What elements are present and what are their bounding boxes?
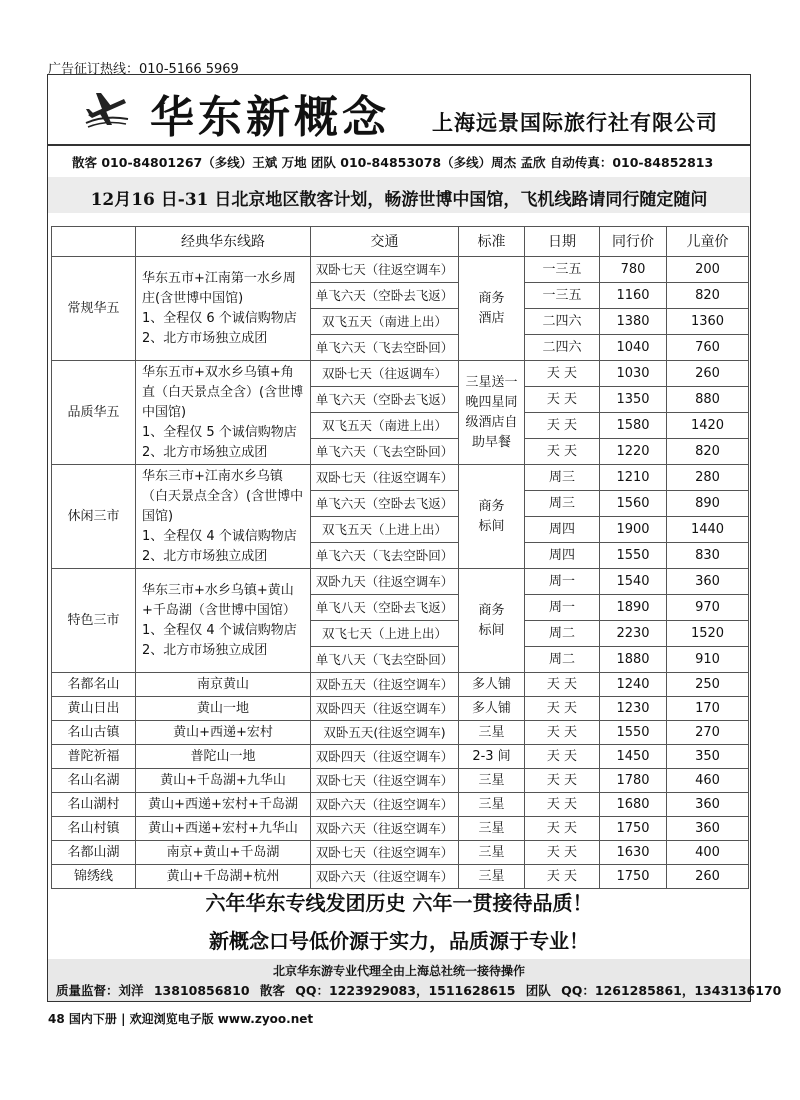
- route-price-table: [51, 226, 749, 889]
- peer-price-cell: 1350: [600, 387, 667, 413]
- slogan-line: 新概念口号低价源于实力，品质源于专业！: [209, 929, 589, 953]
- child-price-cell: 1520: [667, 621, 749, 647]
- table-row: [52, 793, 749, 817]
- child-price-cell: 460: [667, 769, 749, 793]
- header-cell: 标准: [459, 227, 525, 257]
- peer-price-cell: 1900: [600, 517, 667, 543]
- header-cell: 儿童价: [667, 227, 749, 257]
- date-cell: 天 天: [525, 439, 600, 465]
- date-cell: 一三五: [525, 283, 600, 309]
- transport-cell: 双飞七天（上进上出）: [311, 621, 459, 647]
- transport-cell: 单飞六天（飞去空卧回）: [311, 543, 459, 569]
- table-row: [52, 865, 749, 889]
- transport-cell: 双卧六天（往返空调车）: [311, 865, 459, 889]
- peer-price-cell: 1210: [600, 465, 667, 491]
- transport-cell: 双卧九天（往返空调车）: [311, 569, 459, 595]
- child-price-cell: 260: [667, 361, 749, 387]
- table-header-row: [52, 227, 749, 257]
- route-description-cell: 黄山一地: [136, 697, 311, 721]
- transport-cell: 单飞六天（空卧去飞返）: [311, 283, 459, 309]
- route-category-cell: 名山湖村: [52, 793, 136, 817]
- date-cell: 天 天: [525, 817, 600, 841]
- transport-cell: 双飞五天（南进上出）: [311, 309, 459, 335]
- transport-cell: 双卧七天（往返空调车）: [311, 257, 459, 283]
- child-price-cell: 260: [667, 865, 749, 889]
- route-category-cell: 普陀祈福: [52, 745, 136, 769]
- child-price-cell: 350: [667, 745, 749, 769]
- standard-cell: 三星送一晚四星同级酒店自助早餐: [459, 361, 525, 465]
- date-cell: 天 天: [525, 673, 600, 697]
- child-price-cell: 970: [667, 595, 749, 621]
- date-cell: 天 天: [525, 745, 600, 769]
- slogan-line: 六年华东专线发团历史 六年一贯接待品质！: [205, 891, 593, 915]
- date-cell: 天 天: [525, 841, 600, 865]
- footer-contacts: 质量监督：刘洋 13810856810 散客 QQ：1223929083，1511628615 团队 QQ：1261285861，1343136170: [56, 983, 782, 998]
- standard-cell: 商务 标间: [459, 569, 525, 673]
- standard-cell: 三星: [459, 865, 525, 889]
- route-description-cell: 华东五市+江南第一水乡周庄(含世博中国馆) 1、全程仅 6 个诚信购物店 2、北方市场独立成团: [136, 257, 311, 361]
- transport-cell: 双卧七天（往返空调车）: [311, 465, 459, 491]
- standard-cell: 多人铺: [459, 673, 525, 697]
- route-description-cell: 普陀山一地: [136, 745, 311, 769]
- schedule-headline: 12月16 日-31 日北京地区散客计划，畅游世博中国馆，飞机线路请同行随定随问: [90, 190, 708, 210]
- peer-price-cell: 1030: [600, 361, 667, 387]
- header-cell: 日期: [525, 227, 600, 257]
- table-row: [52, 569, 749, 595]
- date-cell: 周二: [525, 647, 600, 673]
- child-price-cell: 880: [667, 387, 749, 413]
- date-cell: 周一: [525, 595, 600, 621]
- route-description-cell: 黄山+西递+宏村+千岛湖: [136, 793, 311, 817]
- date-cell: 周一: [525, 569, 600, 595]
- transport-cell: 双卧五天(往返空调车): [311, 721, 459, 745]
- child-price-cell: 360: [667, 793, 749, 817]
- standard-cell: 2-3 间: [459, 745, 525, 769]
- child-price-cell: 270: [667, 721, 749, 745]
- transport-cell: 单飞六天（空卧去飞返）: [311, 491, 459, 517]
- peer-price-cell: 1540: [600, 569, 667, 595]
- peer-price-cell: 1230: [600, 697, 667, 721]
- child-price-cell: 890: [667, 491, 749, 517]
- transport-cell: 双卧五天（往返空调车）: [311, 673, 459, 697]
- standard-cell: 三星: [459, 721, 525, 745]
- child-price-cell: 910: [667, 647, 749, 673]
- company-name: 上海远景国际旅行社有限公司: [432, 110, 718, 135]
- transport-cell: 双飞五天（上进上出）: [311, 517, 459, 543]
- peer-price-cell: 1890: [600, 595, 667, 621]
- child-price-cell: 1420: [667, 413, 749, 439]
- route-description-cell: 黄山+千岛湖+九华山: [136, 769, 311, 793]
- date-cell: 天 天: [525, 721, 600, 745]
- route-description-cell: 华东五市+双水乡乌镇+角直（白天景点全含）(含世博中国馆) 1、全程仅 5 个诚信购物店 2、北方市场独立成团: [136, 361, 311, 465]
- ad-hotline: 广告征订热线：010-5166 5969: [48, 62, 239, 77]
- transport-cell: 单飞八天（空卧去飞返）: [311, 595, 459, 621]
- standard-cell: 三星: [459, 841, 525, 865]
- route-category-cell: 名山村镇: [52, 817, 136, 841]
- route-category-cell: 特色三市: [52, 569, 136, 673]
- date-cell: 天 天: [525, 387, 600, 413]
- standard-cell: 商务 酒店: [459, 257, 525, 361]
- footer-agency-note: 北京华东游专业代理全由上海总社统一接待操作: [272, 964, 525, 978]
- peer-price-cell: 1550: [600, 721, 667, 745]
- header-divider: [48, 144, 750, 146]
- route-description-cell: 黄山+西递+宏村: [136, 721, 311, 745]
- date-cell: 二四六: [525, 335, 600, 361]
- page-number: 48: [48, 1012, 65, 1026]
- peer-price-cell: 1040: [600, 335, 667, 361]
- peer-price-cell: 1680: [600, 793, 667, 817]
- table-row: [52, 721, 749, 745]
- route-category-cell: 锦绣线: [52, 865, 136, 889]
- route-description-cell: 华东三市+水乡乌镇+黄山+千岛湖（含世博中国馆） 1、全程仅 4 个诚信购物店 2、北方市场独立成团: [136, 569, 311, 673]
- child-price-cell: 170: [667, 697, 749, 721]
- child-price-cell: 360: [667, 817, 749, 841]
- airplane-logo-icon: [84, 85, 130, 131]
- peer-price-cell: 1380: [600, 309, 667, 335]
- child-price-cell: 830: [667, 543, 749, 569]
- peer-price-cell: 2230: [600, 621, 667, 647]
- child-price-cell: 360: [667, 569, 749, 595]
- standard-cell: 多人铺: [459, 697, 525, 721]
- peer-price-cell: 1750: [600, 817, 667, 841]
- table-row: [52, 697, 749, 721]
- route-category-cell: 名都山湖: [52, 841, 136, 865]
- transport-cell: 双卧七天（往返空调车）: [311, 769, 459, 793]
- child-price-cell: 200: [667, 257, 749, 283]
- route-category-cell: 名都名山: [52, 673, 136, 697]
- peer-price-cell: 1240: [600, 673, 667, 697]
- standard-cell: 三星: [459, 817, 525, 841]
- peer-price-cell: 1160: [600, 283, 667, 309]
- peer-price-cell: 1580: [600, 413, 667, 439]
- transport-cell: 双卧六天（往返空调车）: [311, 817, 459, 841]
- date-cell: 周三: [525, 465, 600, 491]
- route-category-cell: 名山古镇: [52, 721, 136, 745]
- peer-price-cell: 1750: [600, 865, 667, 889]
- peer-price-cell: 1630: [600, 841, 667, 865]
- transport-cell: 双卧七天（往返空调车）: [311, 841, 459, 865]
- standard-cell: 三星: [459, 769, 525, 793]
- transport-cell: 单飞八天（飞去空卧回）: [311, 647, 459, 673]
- child-price-cell: 280: [667, 465, 749, 491]
- child-price-cell: 760: [667, 335, 749, 361]
- date-cell: 一三五: [525, 257, 600, 283]
- route-category-cell: 名山名湖: [52, 769, 136, 793]
- ad-header: [48, 75, 750, 145]
- contact-line: 散客 010-84801267（多线）王斌 万地 团队 010-84853078（多线）周杰 孟欣 自动传真：010-84852813: [72, 155, 714, 170]
- child-price-cell: 1440: [667, 517, 749, 543]
- ad-frame: [47, 74, 782, 1002]
- date-cell: 天 天: [525, 361, 600, 387]
- transport-cell: 双卧四天（往返空调车）: [311, 697, 459, 721]
- page-footer: [48, 1010, 313, 1027]
- date-cell: 天 天: [525, 793, 600, 817]
- route-description-cell: 南京黄山: [136, 673, 311, 697]
- route-description-cell: 黄山+千岛湖+杭州: [136, 865, 311, 889]
- brand-title: 华东新概念: [150, 92, 390, 143]
- peer-price-cell: 1450: [600, 745, 667, 769]
- standard-cell: 三星: [459, 793, 525, 817]
- route-description-cell: 华东三市+江南水乡乌镇（白天景点全含）(含世博中国馆) 1、全程仅 4 个诚信购物店 2、北方市场独立成团: [136, 465, 311, 569]
- table-row: [52, 361, 749, 387]
- table-row: [52, 769, 749, 793]
- header-cell: 同行价: [600, 227, 667, 257]
- date-cell: 周三: [525, 491, 600, 517]
- date-cell: 天 天: [525, 769, 600, 793]
- peer-price-cell: 1880: [600, 647, 667, 673]
- date-cell: 天 天: [525, 697, 600, 721]
- route-category-cell: 常规华五: [52, 257, 136, 361]
- header-cell: [52, 227, 136, 257]
- peer-price-cell: 1220: [600, 439, 667, 465]
- transport-cell: 单飞六天（飞去空卧回）: [311, 439, 459, 465]
- date-cell: 二四六: [525, 309, 600, 335]
- header-cell: 交通: [311, 227, 459, 257]
- peer-price-cell: 1560: [600, 491, 667, 517]
- route-category-cell: 品质华五: [52, 361, 136, 465]
- transport-cell: 双飞五天（南进上出）: [311, 413, 459, 439]
- table-row: [52, 745, 749, 769]
- route-description-cell: 黄山+西递+宏村+九华山: [136, 817, 311, 841]
- page-footer-text: 国内下册 | 欢迎浏览电子版 www.zyoo.net: [68, 1012, 314, 1026]
- transport-cell: 单飞六天（飞去空卧回）: [311, 335, 459, 361]
- peer-price-cell: 1550: [600, 543, 667, 569]
- date-cell: 周四: [525, 517, 600, 543]
- date-cell: 周二: [525, 621, 600, 647]
- table-row: [52, 465, 749, 491]
- transport-cell: 双卧六天（往返空调车）: [311, 793, 459, 817]
- date-cell: 天 天: [525, 865, 600, 889]
- transport-cell: 单飞六天（空卧去飞返）: [311, 387, 459, 413]
- child-price-cell: 820: [667, 439, 749, 465]
- date-cell: 周四: [525, 543, 600, 569]
- table-body: [52, 257, 749, 889]
- table-row: [52, 257, 749, 283]
- table-row: [52, 673, 749, 697]
- transport-cell: 双卧四天（往返空调车）: [311, 745, 459, 769]
- standard-cell: 商务 标间: [459, 465, 525, 569]
- route-category-cell: 休闲三市: [52, 465, 136, 569]
- child-price-cell: 820: [667, 283, 749, 309]
- child-price-cell: 400: [667, 841, 749, 865]
- route-category-cell: 黄山日出: [52, 697, 136, 721]
- transport-cell: 双卧七天（往返调车）: [311, 361, 459, 387]
- peer-price-cell: 1780: [600, 769, 667, 793]
- table-row: [52, 817, 749, 841]
- child-price-cell: 250: [667, 673, 749, 697]
- peer-price-cell: 780: [600, 257, 667, 283]
- date-cell: 天 天: [525, 413, 600, 439]
- child-price-cell: 1360: [667, 309, 749, 335]
- header-cell: 经典华东线路: [136, 227, 311, 257]
- route-description-cell: 南京+黄山+千岛湖: [136, 841, 311, 865]
- table-row: [52, 841, 749, 865]
